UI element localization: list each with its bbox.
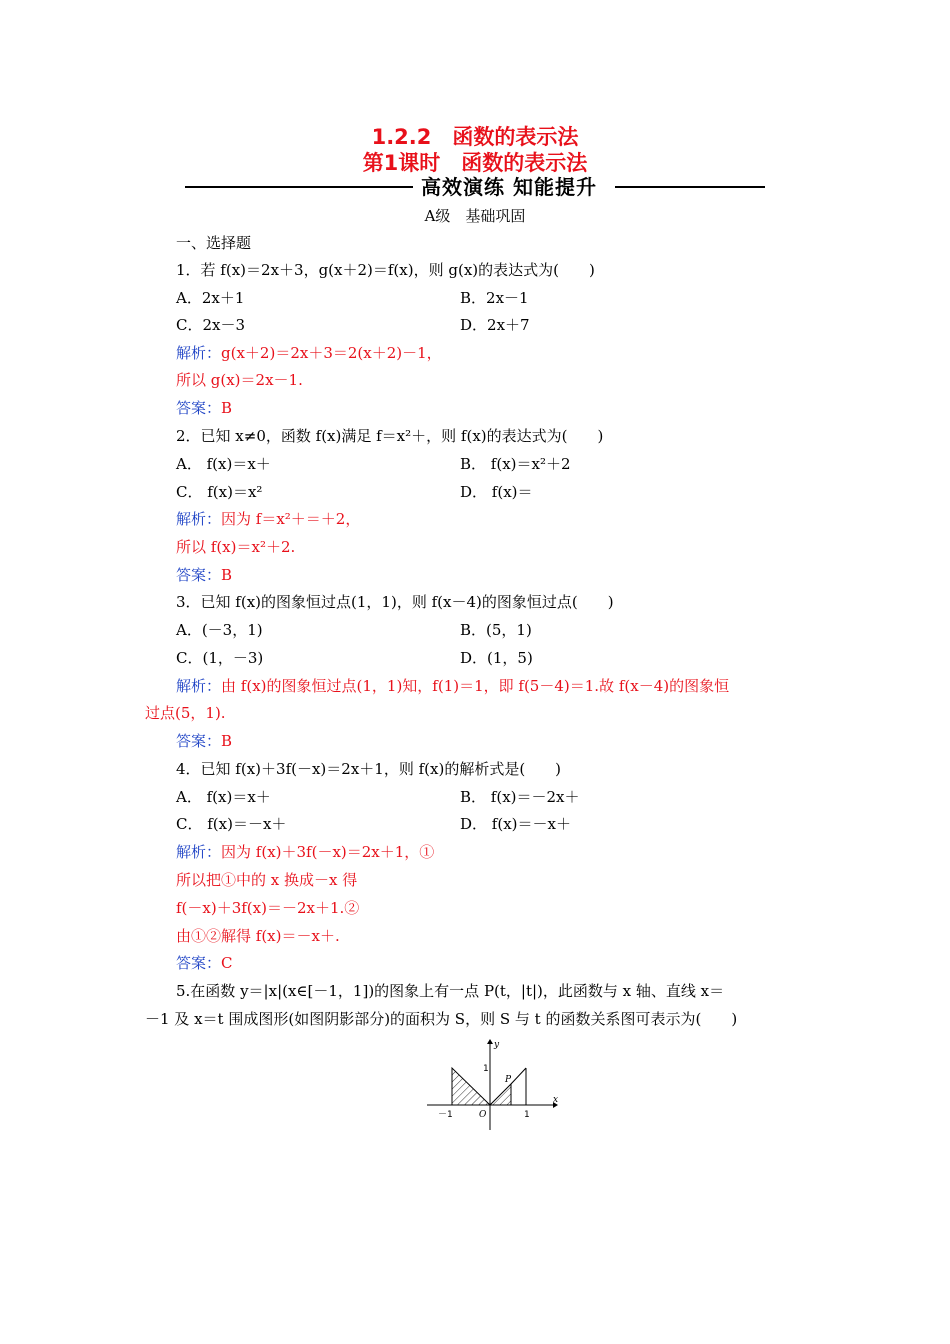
q1-stem: 1．若 f(x)＝2x＋3，g(x＋2)＝f(x)，则 g(x)的表达式为( ) (176, 261, 595, 279)
banner-rule-left (185, 186, 413, 188)
q1-option-c: C．2x－3 (176, 316, 246, 334)
y-label: y (494, 1040, 500, 1050)
q3-jiexi-line2: 过点(5，1). (145, 704, 226, 722)
q1-jiexi-line2: 所以 g(x)＝2x－1. (176, 371, 303, 389)
q5-stem-line2: －1 及 x＝t 围成图形(如图阴影部分)的面积为 S，则 S 与 t 的函数关系图可表示为( ) (145, 1010, 738, 1028)
y-one-label: 1 (483, 1064, 489, 1074)
q2-jiexi-line1: 因为 f＝x²＋＝＋2， (221, 510, 361, 528)
jiexi-label: 解析： (176, 510, 222, 528)
q3-option-a: A．(－3，1) (176, 621, 263, 639)
q3-jiexi (176, 675, 729, 697)
q4-jiexi-line1: 因为 f(x)＋3f(－x)＝2x＋1，① (221, 843, 435, 861)
q2-answer (176, 564, 232, 586)
banner-text: 高效演练 知能提升 (421, 175, 597, 199)
q2-jiexi-line2: 所以 f(x)＝x²＋2. (176, 538, 296, 556)
jiexi-label: 解析： (176, 677, 222, 695)
q4-option-c: C． f(x)＝－x＋ (176, 815, 287, 833)
lesson-title: 第1课时 函数的表示法 (362, 151, 588, 175)
q3-stem: 3．已知 f(x)的图象恒过点(1，1)，则 f(x－4)的图象恒过点( ) (176, 593, 614, 611)
q2-answer-value: B (221, 566, 233, 584)
q2-option-b: B． f(x)＝x²＋2 (460, 455, 571, 473)
jiexi-label: 解析： (176, 344, 222, 362)
jiexi-label: 解析： (176, 843, 222, 861)
q3-answer (176, 730, 232, 752)
q1-option-a: A．2x＋1 (176, 289, 245, 307)
q4-answer (176, 952, 233, 974)
answer-label: 答案： (176, 399, 222, 417)
q4-jiexi-line4: 由①②解得 f(x)＝－x＋. (176, 927, 340, 945)
q3-option-b: B．(5，1) (460, 621, 532, 639)
q2-option-a: A． f(x)＝x＋ (176, 455, 271, 473)
y-axis-arrow (487, 1039, 493, 1044)
p-label: P (505, 1075, 512, 1085)
q1-option-b: B．2x－1 (460, 289, 529, 307)
q2-jiexi (176, 508, 360, 530)
q3-jiexi-line1: 由 f(x)的图象恒过点(1，1)知，f(1)＝1，即 f(5－4)＝1.故 f(x－4)的图象恒 (221, 677, 730, 695)
banner-rule-right (615, 186, 765, 188)
q2-stem: 2．已知 x≠0，函数 f(x)满足 f＝x²＋，则 f(x)的表达式为( ) (176, 427, 604, 445)
q3-option-c: C．(1，－3) (176, 649, 264, 667)
origin-label: O (479, 1110, 487, 1120)
q3-option-d: D．(1，5) (460, 649, 533, 667)
answer-label: 答案： (176, 954, 222, 972)
q2-option-c: C． f(x)＝x² (176, 483, 263, 501)
q1-jiexi-line1: g(x＋2)＝2x＋3＝2(x＋2)－1， (221, 344, 442, 362)
section-title: 1.2.2 函数的表示法 (371, 125, 579, 149)
banner (185, 175, 765, 199)
q4-option-b: B． f(x)＝－2x＋ (460, 788, 580, 806)
q2-option-d: D． f(x)＝ (460, 483, 533, 501)
q4-option-a: A． f(x)＝x＋ (176, 788, 271, 806)
q3-answer-value: B (221, 732, 233, 750)
graph-line (511, 1068, 526, 1084)
q4-jiexi (176, 841, 434, 863)
q5-stem-line1: 5.在函数 y＝|x|(x∈[－1，1])的图象上有一点 P(t，|t|)，此函数与 x 轴、直线 x＝ (176, 982, 725, 1000)
level-heading: A级 基础巩固 (424, 207, 526, 225)
answer-label: 答案： (176, 566, 222, 584)
neg-one-label: －1 (438, 1110, 453, 1120)
q1-option-d: D．2x＋7 (460, 316, 530, 334)
x-one-label: 1 (524, 1110, 530, 1120)
q4-stem: 4．已知 f(x)＋3f(－x)＝2x＋1，则 f(x)的解析式是( ) (176, 760, 562, 778)
q4-jiexi-line3: f(－x)＋3f(x)＝－2x＋1.② (176, 899, 360, 917)
area-figure (425, 1038, 560, 1133)
q1-jiexi (176, 342, 442, 364)
q1-answer-value: B (221, 399, 233, 417)
q4-answer-value: C (221, 954, 233, 972)
section-heading: 一、选择题 (176, 234, 252, 252)
q1-answer (176, 397, 232, 419)
right-shaded-region (490, 1084, 511, 1105)
q4-option-d: D． f(x)＝－x＋ (460, 815, 571, 833)
x-label: x (553, 1095, 559, 1105)
q4-jiexi-line2: 所以把①中的 x 换成－x 得 (176, 871, 358, 889)
answer-label: 答案： (176, 732, 222, 750)
